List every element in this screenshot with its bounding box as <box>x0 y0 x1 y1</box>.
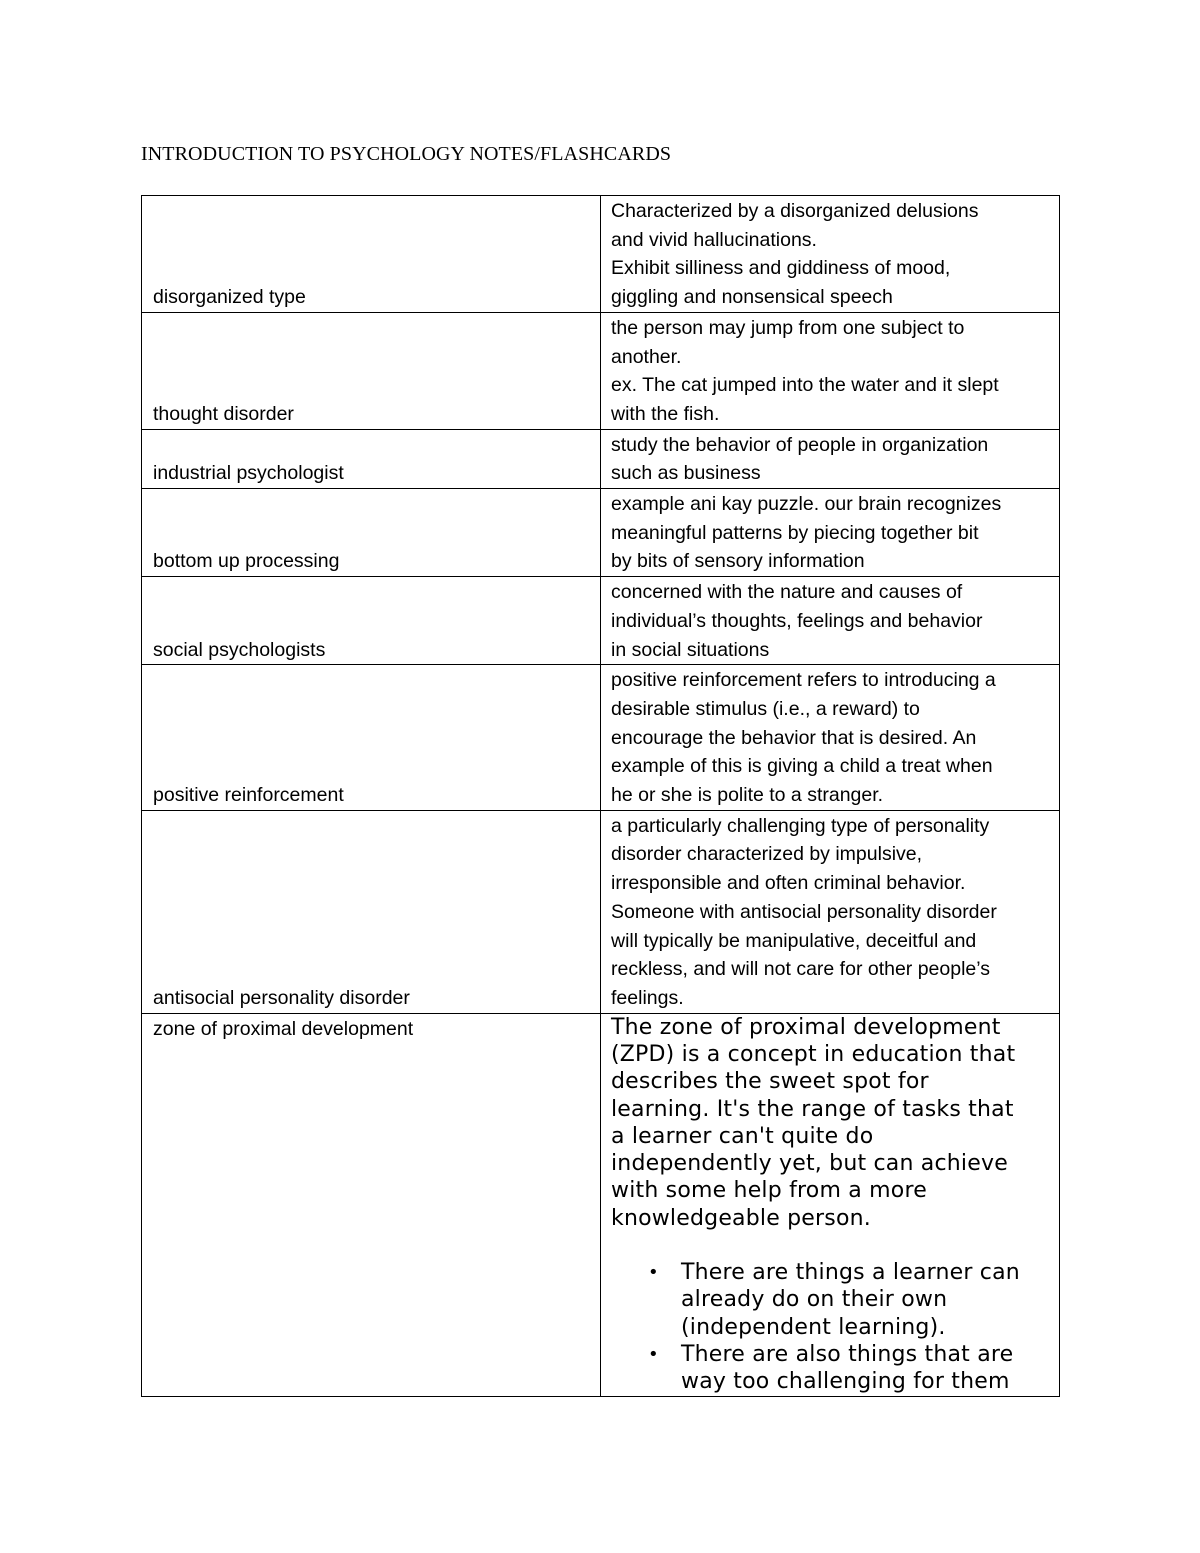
bullet-line: way too challenging for them <box>681 1369 1010 1395</box>
definition-line: by bits of sensory information <box>611 550 865 573</box>
definition-cell <box>601 665 1060 811</box>
term-text: bottom up processing <box>153 550 340 573</box>
definition-line: such as business <box>611 462 761 485</box>
definition-line: example ani kay puzzle. our brain recognizes <box>611 493 1002 516</box>
bullet-line: There are things a learner can <box>681 1260 1020 1286</box>
definition-line: feelings. <box>611 986 684 1009</box>
list-item <box>611 1341 1053 1396</box>
definition-line: learning. It's the range of tasks that <box>611 1096 1014 1122</box>
definition-line: ex. The cat jumped into the water and it slept <box>611 374 999 397</box>
term-text: social psychologists <box>153 638 326 661</box>
definition-line: with some help from a more <box>611 1178 927 1204</box>
definition-cell <box>601 312 1060 429</box>
definition-line: individual’s thoughts, feelings and behavior <box>611 609 983 632</box>
term-text: antisocial personality disorder <box>153 986 410 1009</box>
definition-line: desirable stimulus (i.e., a reward) to <box>611 697 920 720</box>
zpd-paragraph <box>611 1014 1053 1232</box>
definition-cell <box>601 489 1060 577</box>
term-cell <box>142 312 601 429</box>
definition-line: The zone of proximal development <box>611 1014 1001 1040</box>
term-cell <box>142 196 601 313</box>
definition-cell <box>601 196 1060 313</box>
definition-line: encourage the behavior that is desired. An <box>611 726 977 749</box>
list-item <box>611 1259 1053 1341</box>
definition-line: independently yet, but can achieve <box>611 1151 1008 1177</box>
zpd-bullet-list <box>611 1259 1053 1395</box>
definition-line: with the fish. <box>611 402 720 425</box>
flashcard-table-body <box>142 196 1060 1397</box>
bullet-line: There are also things that are <box>681 1341 1014 1367</box>
definition-line: a learner can't quite do <box>611 1123 874 1149</box>
definition-line: irresponsible and often criminal behavior. <box>611 872 966 895</box>
definition-line: (ZPD) is a concept in education that <box>611 1041 1016 1067</box>
definition-line: Exhibit silliness and giddiness of mood, <box>611 257 951 280</box>
definition-line: knowledgeable person. <box>611 1205 871 1231</box>
bullet-line: (independent learning). <box>681 1314 946 1340</box>
definition-line: positive reinforcement refers to introducing a <box>611 669 996 692</box>
definition-line: meaningful patterns by piecing together bit <box>611 521 979 544</box>
definition-line: Characterized by a disorganized delusions <box>611 200 979 222</box>
bullet-line: already do on their own <box>681 1287 948 1313</box>
definition-line: and vivid hallucinations. <box>611 228 817 251</box>
term-cell <box>142 489 601 577</box>
table-row-zpd <box>142 1013 1060 1396</box>
definition-line: he or she is polite to a stranger. <box>611 784 884 807</box>
definition-line: reckless, and will not care for other people’s <box>611 958 991 981</box>
term-text: industrial psychologist <box>153 462 344 485</box>
table-row <box>142 665 1060 811</box>
definition-line: study the behavior of people in organization <box>611 433 989 456</box>
table-row <box>142 577 1060 665</box>
table-row <box>142 429 1060 488</box>
term-cell <box>142 810 601 1013</box>
definition-line: giggling and nonsensical speech <box>611 286 893 309</box>
table-row <box>142 489 1060 577</box>
bullet-icon: • <box>648 1343 659 1365</box>
definition-line: in social situations <box>611 638 770 661</box>
definition-line: a particularly challenging type of personality <box>611 814 990 837</box>
term-cell <box>142 1013 601 1396</box>
term-text: positive reinforcement <box>153 784 344 807</box>
table-row <box>142 810 1060 1013</box>
definition-cell <box>601 1013 1060 1396</box>
term-cell <box>142 665 601 811</box>
definition-line: the person may jump from one subject to <box>611 316 965 339</box>
definition-line: will typically be manipulative, deceitful and <box>611 929 977 952</box>
definition-line: Someone with antisocial personality disorder <box>611 900 997 923</box>
definition-line: describes the sweet spot for <box>611 1069 929 1095</box>
definition-line: another. <box>611 345 682 368</box>
table-row <box>142 196 1060 313</box>
term-cell <box>142 429 601 488</box>
flashcard-table <box>141 195 1060 1397</box>
table-row <box>142 312 1060 429</box>
page-title: INTRODUCTION TO PSYCHOLOGY NOTES/FLASHCARDS <box>141 143 672 165</box>
term-cell <box>142 577 601 665</box>
definition-line: example of this is giving a child a treat when <box>611 755 993 778</box>
definition-cell <box>601 429 1060 488</box>
bullet-icon: • <box>648 1262 659 1284</box>
term-text: thought disorder <box>153 402 294 425</box>
definition-cell <box>601 810 1060 1013</box>
definition-cell <box>601 577 1060 665</box>
definition-line: concerned with the nature and causes of <box>611 581 963 604</box>
definition-line: disorder characterized by impulsive, <box>611 843 923 866</box>
term-text: zone of proximal development <box>153 1017 414 1040</box>
term-text: disorganized type <box>153 286 306 309</box>
